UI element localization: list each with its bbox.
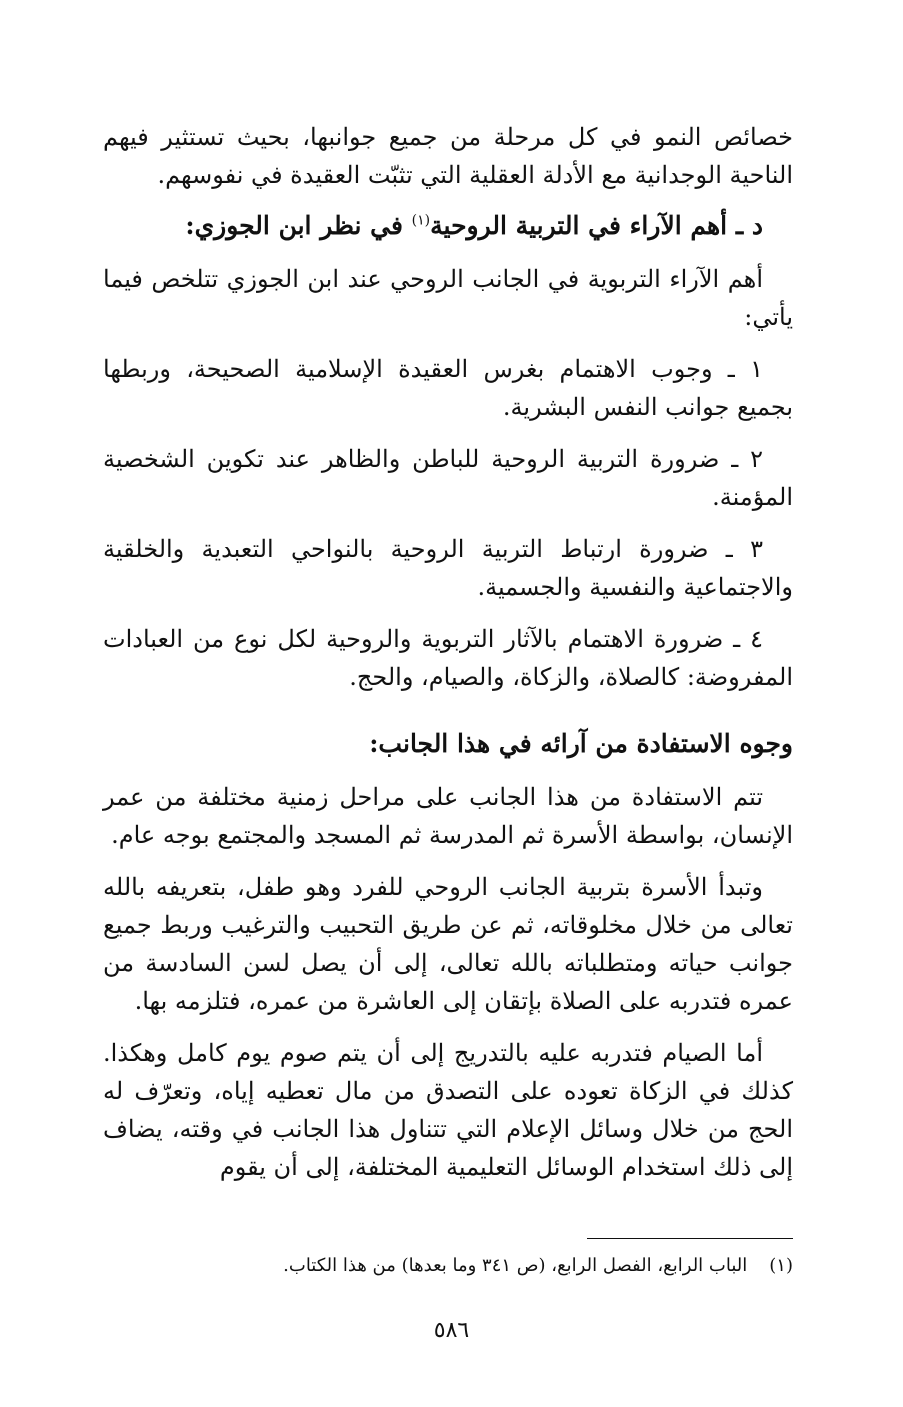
- footnote-marker: (١): [411, 212, 431, 229]
- section-heading-suffix: في نظر ابن الجوزي:: [185, 211, 412, 240]
- benefit-paragraph: تتم الاستفادة من هذا الجانب على مراحل زمنية مختلفة من عمر الإنسان، بواسطة الأسرة ثم المدرسة ثم المسجد والمجتمع بوجه عام.: [103, 783, 793, 849]
- footnote-text: الباب الرابع، الفصل الرابع، (ص ٣٤١ وما بعدها) من هذا الكتاب.: [283, 1255, 748, 1276]
- list-item: ٣ ـ ضرورة ارتباط التربية الروحية بالنواحي التعبدية والخلقية والاجتماعية والنفسية والجسمية.: [103, 535, 793, 601]
- list-item: ٤ ـ ضرورة الاهتمام بالآثار التربوية والروحية لكل نوع من العبادات المفروضة: كالصلاة، والزكاة، والصيام، والحج.: [103, 625, 793, 691]
- benefit-paragraph: وتبدأ الأسرة بتربية الجانب الروحي للفرد وهو طفل، بتعريفه بالله تعالى من خلال مخلوقاته، ثم عن طريق التحبيب والترغيب وربط جميع جوانب حياته ومتطلباته بالله تعالى، إلى أن يصل لسن السادسة من عمره فتدربه على الصلاة بإتقان إلى العاشرة من عمره، فتلزمه بها.: [103, 873, 793, 1015]
- list-item: ٢ ـ ضرورة التربية الروحية للباطن والظاهر عند تكوين الشخصية المؤمنة.: [103, 445, 793, 511]
- section-heading: [103, 206, 793, 246]
- page-number: ٥٨٦: [433, 1318, 470, 1343]
- list-item: ١ ـ وجوب الاهتمام بغرس العقيدة الإسلامية الصحيحة، وربطها بجميع جوانب النفس البشرية.: [103, 355, 793, 421]
- section-heading-prefix: د ـ أهم الآراء في التربية الروحية: [430, 211, 763, 240]
- footnote-divider: [587, 1238, 793, 1239]
- benefit-heading: وجوه الاستفادة من آرائه في هذا الجانب:: [369, 729, 793, 758]
- page-body: [103, 118, 793, 1200]
- intro-paragraph: خصائص النمو في كل مرحلة من جميع جوانبها، بحيث تستثير فيهم الناحية الوجدانية مع الأدلة العقلية التي تثبّت العقيدة في نفوسهم.: [103, 123, 793, 189]
- benefit-paragraph: أما الصيام فتدربه عليه بالتدريج إلى أن يتم صوم يوم كامل وهكذا. كذلك في الزكاة تعوده على التصدق من مال تعطيه إياه، وتعرّف له الحج من خلال وسائل الإعلام التي تتناول هذا الجانب في وقته، يضاف إلى ذلك استخدام الوسائل التعليمية المختلفة، إلى أن يقوم: [103, 1039, 793, 1181]
- footnote-number: (١): [769, 1255, 793, 1276]
- footnote: [103, 1252, 793, 1280]
- lead-paragraph: أهم الآراء التربوية في الجانب الروحي عند ابن الجوزي تتلخص فيما يأتي:: [103, 265, 793, 331]
